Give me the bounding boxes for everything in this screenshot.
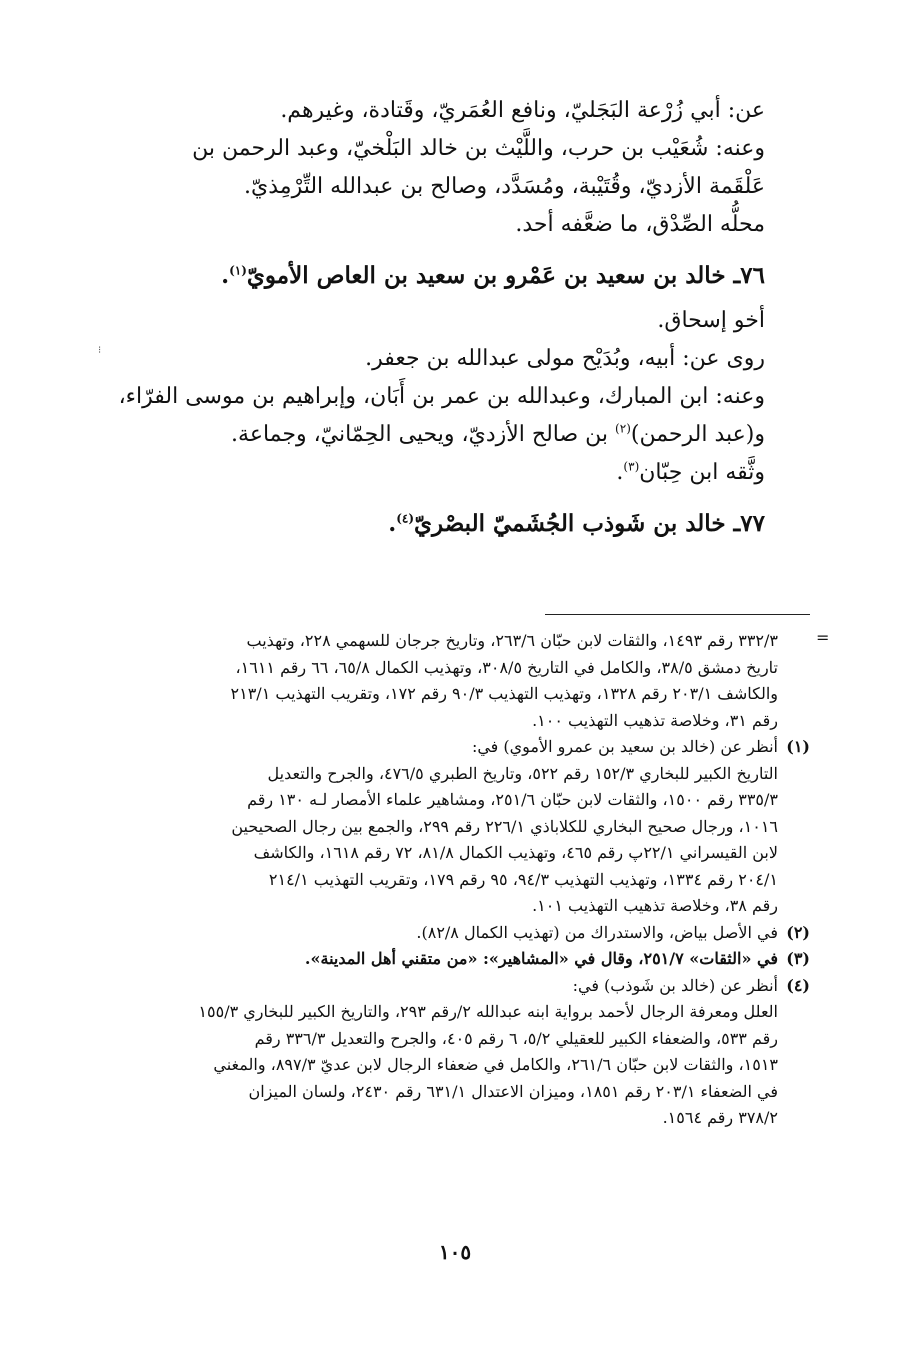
text-part: .	[616, 460, 624, 485]
footnote-head: أنظر عن (خالد بن شَوذب) في:	[572, 975, 778, 995]
text-line: وعنه: شُعَيْب بن حرب، واللَّيْث بن خالد البَلْخيّ، وعبد الرحمن بن	[192, 136, 765, 161]
entry-title: ٧٧ـ خالد بن شَوذب الجُشَميّ البصْريّ	[414, 510, 765, 537]
footnote-number: (٣)	[786, 949, 810, 968]
footnote-line: ١٥١٣، والثقات لابن حبّان ٢٦١/٦، والكامل في ضعفاء الرجال لابن عديّ ٨٩٧/٣، والمغني	[213, 1055, 778, 1074]
entry-title: ٧٦ـ خالد بن سعيد بن عَمْرو بن سعيد بن العاص الأمويّ	[246, 262, 765, 289]
footnote-text: في الأصل بياض، والاستدراك من (تهذيب الكمال ٨٢/٨).	[416, 922, 778, 942]
continuation-mark: =	[816, 628, 830, 647]
footnote-head: أنظر عن (خالد بن سعيد بن عمرو الأموي) في:	[471, 737, 778, 756]
footnote-line: في الضعفاء ٢٠٣/١ رقم ١٨٥١، وميزان الاعتدال ٦٣١/١ رقم ٢٤٣٠، ولسان الميزان	[248, 1081, 778, 1101]
footnote-line: رقم ٥٣٣، والضعفاء الكبير للعقيلي ٥/٢، ٦ رقم ٤٠٥، والجرح والتعديل ٣٣٦/٣ رقم	[254, 1028, 778, 1048]
footnote-number: (٢)	[786, 922, 810, 942]
footnote-line: ٣٧٨/٢ رقم ١٥٦٤.	[662, 1108, 778, 1127]
footnote-separator	[545, 614, 810, 615]
entry-end: .	[221, 262, 230, 289]
footnote-line: رقم ٣٨، وخلاصة تذهيب التهذيب ١٠١.	[532, 896, 778, 915]
footnote-line: العلل ومعرفة الرجال لأحمد برواية ابنه عبدالله ٢/رقم ٢٩٣، والتاريخ الكبير للبخاري ١٥٥/٣	[198, 1002, 778, 1021]
footnote-number: (٤)	[786, 975, 810, 995]
text-line: أخو إسحاق.	[657, 308, 765, 333]
footnote-line: ٢٠٤/١ رقم ١٣٣٤، وتهذيب التهذيب ٩٤/٣، ٩٥ رقم ١٧٩، وتقريب التهذيب ٢١٤/١	[268, 869, 778, 889]
text-part: و(عبد الرحمن)	[630, 422, 765, 447]
text-line: وعنه: ابن المبارك، وعبدالله بن عمر بن أَبَان، وإبراهيم بن موسى الفرّاء،	[118, 384, 765, 409]
footnotes	[100, 628, 810, 1132]
footnote-number: (١)	[786, 737, 810, 756]
footnote-ref: (٢)	[615, 421, 631, 436]
text-part: وثَّقه ابن حِبّان	[639, 460, 765, 485]
entry-heading-77	[100, 498, 765, 550]
entry-heading-76	[100, 250, 765, 302]
text-line	[100, 416, 765, 454]
footnote-ref: (٤)	[396, 511, 415, 526]
text-line: عَلْقَمة الأزديّ، وقُتَيْبة، ومُسَدَّد، وصالح بن عبدالله التِّرْمِذيّ.	[244, 174, 765, 199]
footnote-2	[100, 920, 810, 947]
entry-end: .	[388, 510, 397, 537]
footnote-line: ١٠١٦، ورجال صحيح البخاري للكلاباذي ٢٢٦/١ رقم ٢٩٩، والجمع بين رجال الصحيحين	[231, 816, 778, 836]
text-line: روى عن: أبيه، وبُدَيْح مولى عبدالله بن جعفر.	[365, 346, 765, 371]
footnote-line: لابن القيسراني ٢٢/١پ رقم ٤٦٥، وتهذيب الكمال ٨١/٨، ٧٢ رقم ١٦١٨، والكاشف	[253, 843, 778, 862]
footnote-ref: (٣)	[623, 459, 640, 474]
text-part: بن صالح الأزديّ، ويحيى الحِمّانيّ، وجماعة.	[231, 422, 616, 447]
footnote-line: رقم ٣١، وخلاصة تذهيب التهذيب ١٠٠.	[532, 710, 778, 730]
footnote-line: تاريخ دمشق ٣٨/٥، والكامل في التاريخ ٣٠٨/٥، وتهذيب الكمال ٦٥/٨، ٦٦ رقم ١٦١١،	[235, 657, 778, 677]
footnote-1	[100, 734, 810, 761]
text-line: محلُّه الصِّدْق، ما ضعَّفه أحد.	[515, 212, 765, 237]
footnote-3	[100, 946, 810, 973]
text-line: عن: أبي زُرْعة البَجَليّ، ونافع العُمَريّ، وقَتادة، وغيرهم.	[280, 98, 765, 123]
footnote-text: في «الثقات» ٢٥١/٧، وقال في «المشاهير»: «من متقني أهل المدينة».	[304, 949, 778, 968]
footnote-ref: (١)	[229, 263, 247, 278]
margin-mark: ⁝	[98, 345, 102, 356]
page-number: ١٠٥	[438, 1240, 472, 1264]
footnote-line: التاريخ الكبير للبخاري ١٥٢/٣ رقم ٥٢٢، وتاريخ الطبري ٤٧٦/٥، والجرح والتعديل	[267, 763, 778, 783]
main-text	[100, 92, 765, 550]
footnote-line: ٣٣٢/٣ رقم ١٤٩٣، والثقات لابن حبّان ٢٦٣/٦، وتاريخ جرجان للسهمي ٢٢٨، وتهذيب	[246, 631, 778, 650]
footnote-line: ٣٣٥/٣ رقم ١٥٠٠، والثقات لابن حبّان ٢٥١/٦، ومشاهير علماء الأمصار لـه ١٣٠ رقم	[247, 790, 778, 809]
footnote-4	[100, 973, 810, 1000]
footnote-line: والكاشف ٢٠٣/١ رقم ١٣٢٨، وتهذيب التهذيب ٩٠/٣ رقم ١٧٢، وتقريب التهذيب ٢١٣/١	[230, 684, 778, 703]
text-line	[100, 454, 765, 492]
